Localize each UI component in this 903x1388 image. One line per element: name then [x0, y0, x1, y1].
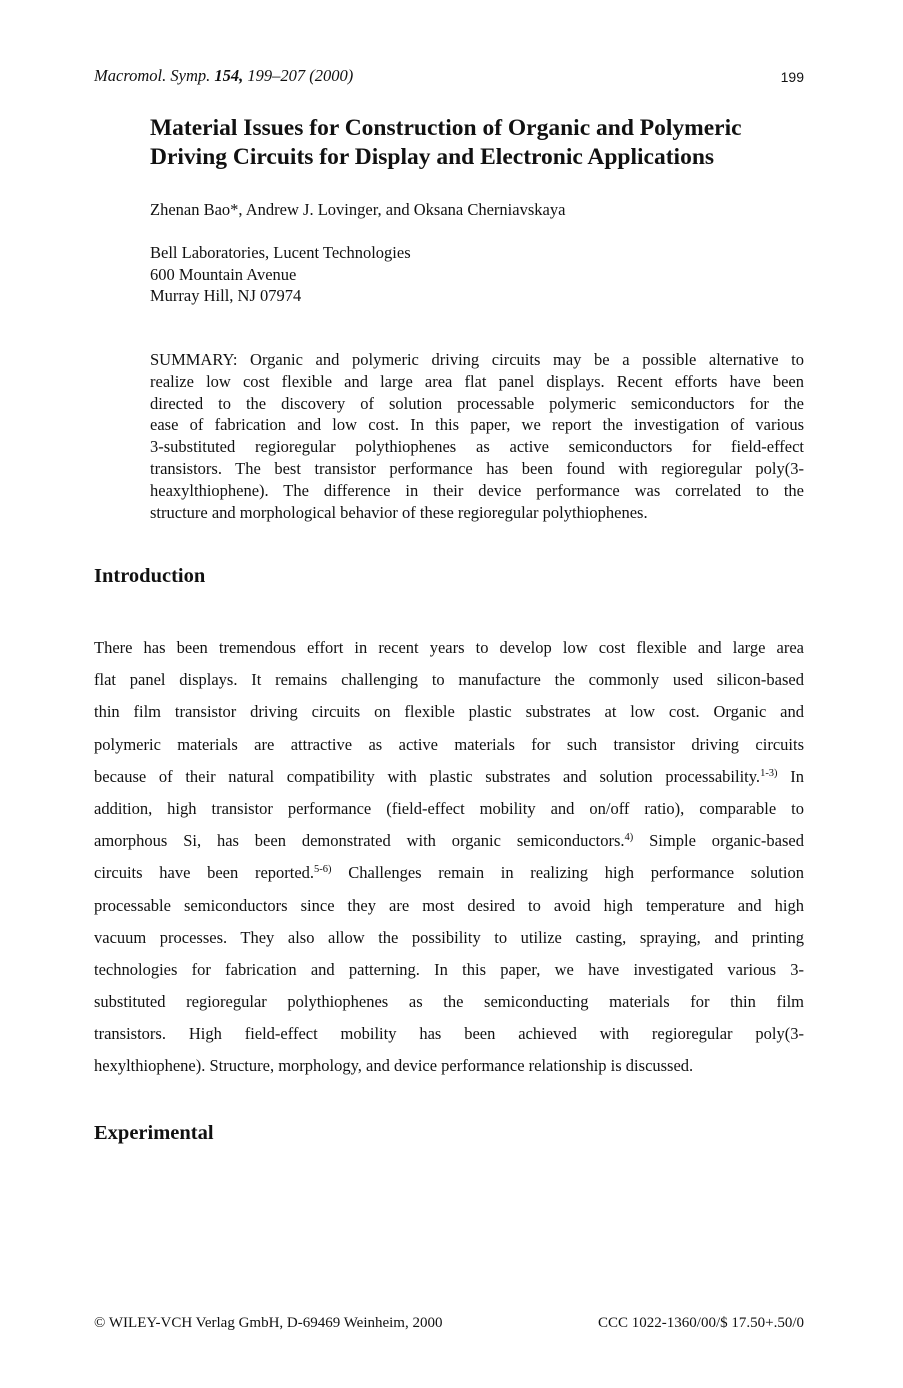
page-number: 199: [780, 69, 804, 85]
running-header: [94, 66, 804, 88]
paper-title-line-2: Driving Circuits for Display and Electronic Applications: [150, 144, 715, 170]
summary-line: directed to the discovery of solution processable polymeric semiconductors for the: [150, 393, 804, 413]
author-list: Zhenan Bao*, Andrew J. Lovinger, and Oksana Cherniavskaya: [150, 200, 566, 219]
citation-ref: 5-6): [314, 864, 332, 876]
body-line: substituted regioregular polythiophenes as the semiconducting materials for thin film: [94, 992, 804, 1012]
affiliation-institution: Bell Laboratories, Lucent Technologies: [150, 243, 411, 262]
affiliation-city: Murray Hill, NJ 07974: [150, 286, 302, 305]
page-footer: [94, 1313, 804, 1335]
affiliation-street: 600 Mountain Avenue: [150, 264, 297, 284]
body-line: technologies for fabrication and patterning. In this paper, we have investigated various 3-: [94, 959, 804, 979]
body-text: In: [777, 766, 804, 786]
body-line: flat panel displays. It remains challenging to manufacture the commonly used silicon-based: [94, 670, 804, 690]
paper-title: [150, 114, 810, 172]
experimental-heading: Experimental: [94, 1122, 214, 1144]
summary-line: realize low cost flexible and large area flat panel displays. Recent efforts have been: [150, 371, 804, 391]
body-line: [94, 765, 804, 797]
journal-citation: [94, 66, 353, 86]
summary-line: transistors. The best transistor performance has been found with regioregular poly(3-: [150, 458, 804, 478]
summary-line: heaxylthiophene). The difference in their device performance was correlated to the: [150, 480, 804, 500]
paper-title-line-1: Material Issues for Construction of Organic and Polymeric: [150, 115, 742, 141]
citation-ref: 1-3): [760, 767, 778, 779]
introduction-heading: Introduction: [94, 565, 206, 587]
body-line: vacuum processes. They also allow the possibility to utilize casting, spraying, and printing: [94, 927, 804, 947]
ccc-code: CCC 1022-1360/00/$ 17.50+.50/0: [598, 1315, 804, 1331]
body-line: transistors. High field-effect mobility has been achieved with regioregular poly(3-: [94, 1024, 804, 1044]
introduction-body: [94, 636, 804, 1087]
body-line: polymeric materials are attractive as active materials for such transistor driving circuits: [94, 734, 804, 754]
body-line: [94, 829, 804, 861]
body-text: Challenges remain in realizing high performance solution: [331, 863, 804, 883]
body-line: [94, 861, 804, 893]
body-line: thin film transistor driving circuits on flexible plastic substrates at low cost. Organic and: [94, 702, 804, 722]
copyright-notice: © WILEY-VCH Verlag GmbH, D-69469 Weinheim, 2000: [94, 1315, 443, 1331]
summary-line: 3-substituted regioregular polythiophenes as active semiconductors for field-effect: [150, 437, 804, 457]
journal-volume: 154,: [214, 66, 244, 85]
body-line: processable semiconductors since they are most desired to avoid high temperature and high: [94, 895, 804, 915]
summary-line: ease of fabrication and low cost. In this paper, we report the investigation of various: [150, 415, 804, 435]
body-line: There has been tremendous effort in recent years to develop low cost flexible and large area: [94, 638, 804, 657]
body-line: hexylthiophene). Structure, morphology, and device performance relationship is discussed.: [94, 1056, 694, 1076]
body-text: Simple organic-based: [633, 831, 804, 851]
body-text: amorphous Si, has been demonstrated with organic semiconductors.: [94, 831, 625, 851]
journal-pages-year: 199–207 (2000): [247, 66, 354, 85]
affiliation-block: [150, 242, 411, 307]
body-text: circuits have been reported.: [94, 863, 315, 883]
citation-ref: 4): [624, 832, 634, 844]
abstract-summary: [150, 349, 804, 523]
journal-name: Macromol. Symp.: [94, 66, 211, 85]
body-text: because of their natural compatibility with plastic substrates and solution processability.: [94, 766, 761, 786]
summary-line: structure and morphological behavior of these regioregular polythiophenes.: [150, 502, 648, 522]
body-line: addition, high transistor performance (field-effect mobility and on/off ratio), comparable to: [94, 798, 804, 818]
summary-line: SUMMARY: Organic and polymeric driving circuits may be a possible alternative to: [150, 350, 804, 369]
